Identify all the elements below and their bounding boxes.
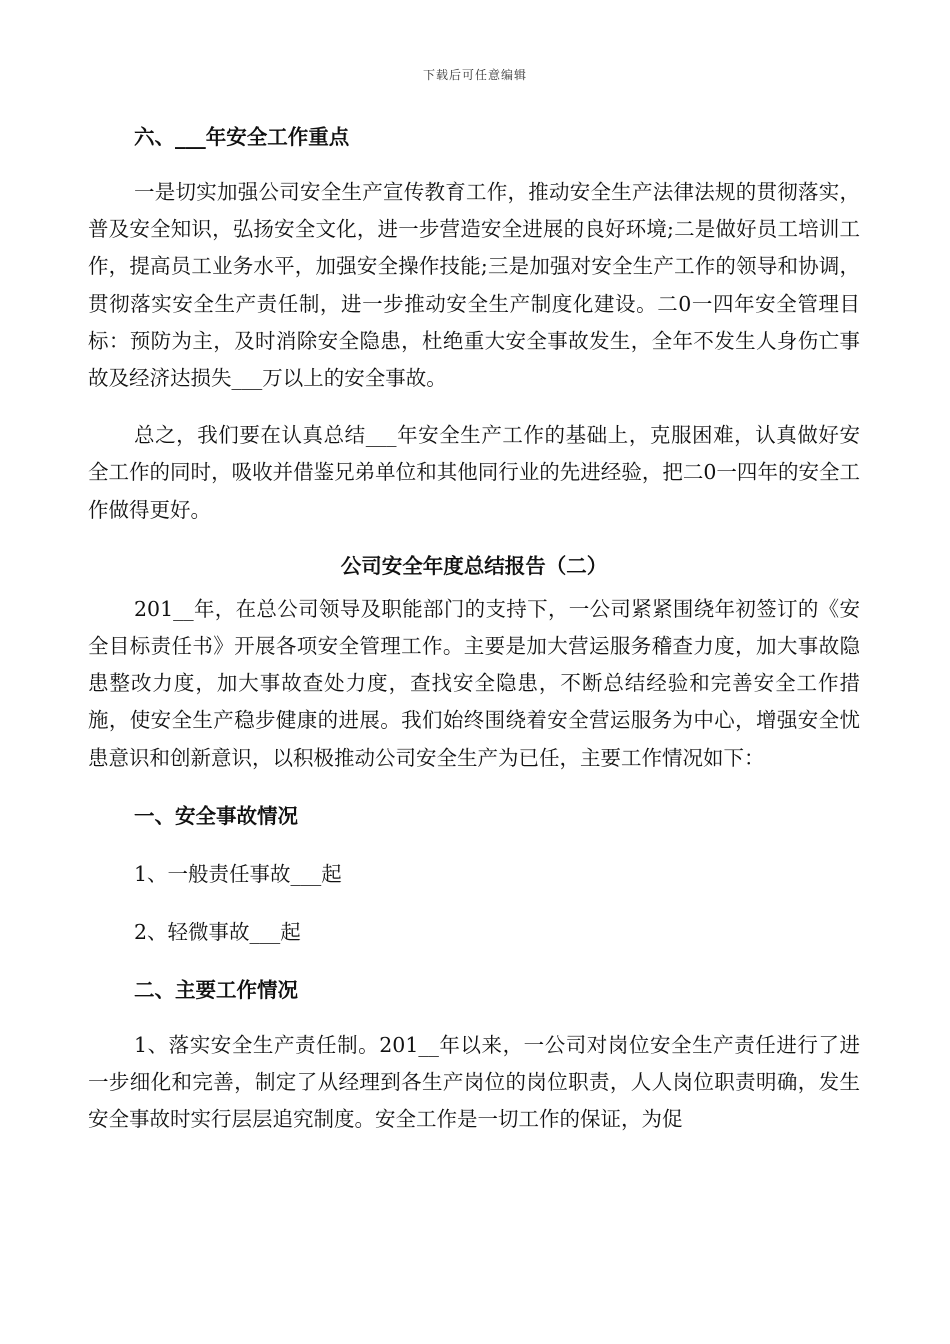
section-heading-accidents: 一、安全事故情况	[134, 803, 298, 828]
report-intro-paragraph: 201__年，在总公司领导及职能部门的支持下，一公司紧紧围绕年初签订的《安全目标责任书》开展各项安全管理工作。主要是加大营运服务稽查力度，加大事故隐患整改力度，加大事故查处力度，查找安全隐患，不断总结经验和完善安全工作措施，使安全生产稳步健康的进展。我们始终围绕着安全营运服务为中心，增强安全忧患意识和创新意识，以积极推动公司安全生产为已任，主要工作情况如下：	[88, 596, 860, 770]
accident-item-minor: 2、轻微事故___起	[134, 919, 301, 944]
section-heading-main-work: 二、主要工作情况	[134, 977, 298, 1002]
document-body	[88, 118, 860, 1138]
report-title: 公司安全年度总结报告（二）	[340, 553, 608, 578]
page-header-note: 下载后可任意编辑	[422, 68, 527, 82]
main-work-paragraph-1: 1、落实安全生产责任制。201__年以来，一公司对岗位安全生产责任进行了进一步细化和完善，制定了从经理到各生产岗位的岗位职责，人人岗位职责明确，发生安全事故时实行层层追究制度。安全工作是一切工作的保证，为促	[88, 1032, 860, 1132]
section-6-paragraph-1: 一是切实加强公司安全生产宣传教育工作，推动安全生产法律法规的贯彻落实，普及安全知识，弘扬安全文化，进一步营造安全进展的良好环境;二是做好员工培训工作，提高员工业务水平，加强安全操作技能;三是加强对安全生产工作的领导和协调，贯彻落实安全生产责任制，进一步推动安全生产制度化建设。二0一四年安全管理目标：预防为主，及时消除安全隐患，杜绝重大安全事故发生，全年不发生人身伤亡事故及经济达损失___万以上的安全事故。	[88, 180, 860, 391]
section-heading-6: 六、___年安全工作重点	[134, 125, 350, 149]
accident-item-general: 1、一般责任事故___起	[134, 861, 342, 886]
section-6-paragraph-2: 总之，我们要在认真总结___年安全生产工作的基础上，克服困难，认真做好安全工作的同时，吸收并借鉴兄弟单位和其他同行业的先进经验，把二0一四年的安全工作做得更好。	[88, 423, 860, 522]
